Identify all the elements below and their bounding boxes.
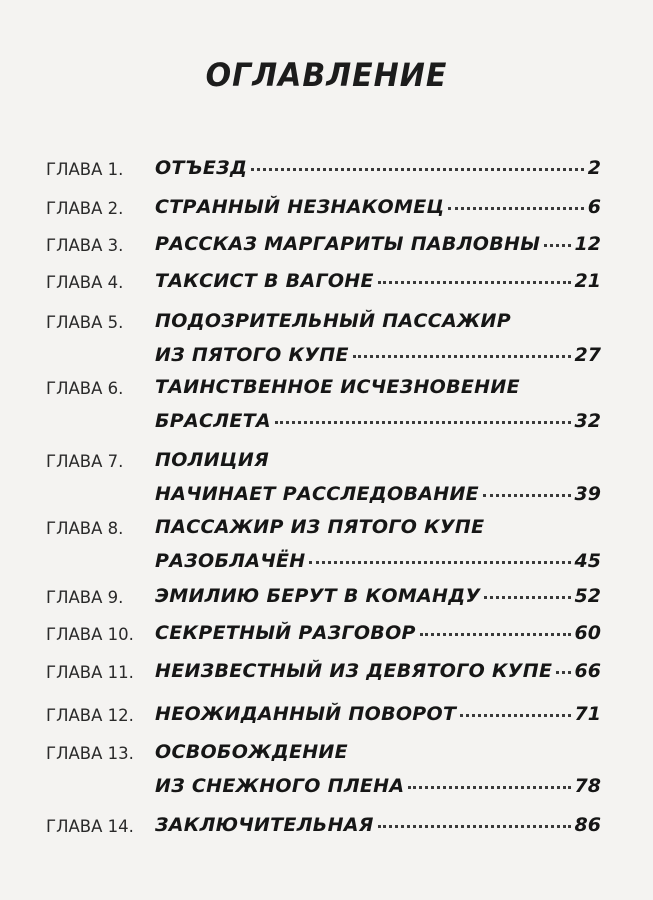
page-number: 66	[574, 660, 601, 682]
chapter-leader-row	[155, 814, 601, 836]
dot-leader	[378, 277, 571, 284]
chapter-leader-row	[155, 233, 601, 255]
chapter-label: ГЛАВА 12.	[46, 706, 134, 725]
chapter-title-line: ИЗ ПЯТОГО КУПЕ	[155, 344, 349, 366]
chapter-leader-row	[155, 585, 601, 607]
chapter-label: ГЛАВА 2.	[46, 199, 124, 218]
page-number: 2	[587, 157, 601, 179]
chapter-leader-row	[155, 344, 601, 366]
page-number: 27	[574, 344, 601, 366]
chapter-title-line: ПАССАЖИР ИЗ ПЯТОГО КУПЕ	[155, 516, 485, 538]
chapter-title-line: НЕИЗВЕСТНЫЙ ИЗ ДЕВЯТОГО КУПЕ	[155, 660, 553, 682]
dot-leader	[460, 710, 570, 717]
page-number: 6	[587, 196, 601, 218]
chapter-title-line: ОСВОБОЖДЕНИЕ	[155, 741, 348, 763]
chapter-label: ГЛАВА 3.	[46, 236, 124, 255]
chapter-leader-row	[155, 483, 601, 505]
page-title: ОГЛАВЛЕНИЕ	[205, 56, 448, 95]
chapter-title-line: БРАСЛЕТА	[155, 410, 271, 432]
chapter-leader-row	[155, 703, 601, 725]
chapter-leader-row	[155, 550, 601, 572]
chapter-label: ГЛАВА 4.	[46, 273, 124, 292]
chapter-label: ГЛАВА 7.	[46, 452, 124, 471]
dot-leader	[353, 351, 571, 358]
dot-leader	[275, 417, 571, 424]
dot-leader	[408, 782, 570, 789]
dot-leader	[448, 203, 583, 210]
chapter-label: ГЛАВА 11.	[46, 663, 134, 682]
chapter-leader-row	[155, 196, 601, 218]
chapter-title-line: НЕОЖИДАННЫЙ ПОВОРОТ	[155, 703, 457, 725]
page-number: 71	[574, 703, 601, 725]
page-number: 60	[574, 622, 601, 644]
chapter-title-line: СЕКРЕТНЫЙ РАЗГОВОР	[155, 622, 416, 644]
chapter-leader-row	[155, 622, 601, 644]
dot-leader	[556, 667, 570, 674]
chapter-leader-row	[155, 660, 601, 682]
chapter-title-line: НАЧИНАЕТ РАССЛЕДОВАНИЕ	[155, 483, 479, 505]
chapter-label: ГЛАВА 6.	[46, 379, 124, 398]
page-number: 32	[574, 410, 601, 432]
chapter-title-line: РАЗОБЛАЧЁН	[155, 550, 306, 572]
chapter-title-line: ИЗ СНЕЖНОГО ПЛЕНА	[155, 775, 405, 797]
dot-leader	[420, 629, 571, 636]
chapter-title-line: ЗАКЛЮЧИТЕЛЬНАЯ	[155, 814, 374, 836]
dot-leader	[378, 821, 571, 828]
page-number: 52	[574, 585, 601, 607]
chapter-label: ГЛАВА 1.	[46, 160, 124, 179]
chapter-title-line: РАССКАЗ МАРГАРИТЫ ПАВЛОВНЫ	[155, 233, 541, 255]
page-number: 12	[574, 233, 601, 255]
dot-leader	[309, 557, 570, 564]
chapter-title-line: ПОЛИЦИЯ	[155, 449, 269, 471]
chapter-title-line: ТАКСИСТ В ВАГОНЕ	[155, 270, 374, 292]
page-number: 21	[574, 270, 601, 292]
chapter-title-line: ТАИНСТВЕННОЕ ИСЧЕЗНОВЕНИЕ	[155, 376, 520, 398]
chapter-label: ГЛАВА 8.	[46, 519, 124, 538]
chapter-label: ГЛАВА 13.	[46, 744, 134, 763]
chapter-leader-row	[155, 157, 601, 179]
chapter-title-line: СТРАННЫЙ НЕЗНАКОМЕЦ	[155, 196, 445, 218]
dot-leader	[544, 240, 570, 247]
page-number: 39	[574, 483, 601, 505]
page-number: 86	[574, 814, 601, 836]
dot-leader	[484, 592, 570, 599]
chapter-title-line: ЭМИЛИЮ БЕРУТ В КОМАНДУ	[155, 585, 481, 607]
page-number: 78	[574, 775, 601, 797]
chapter-title-line: ОТЪЕЗД	[155, 157, 248, 179]
chapter-label: ГЛАВА 5.	[46, 313, 124, 332]
page-number: 45	[574, 550, 601, 572]
chapter-label: ГЛАВА 9.	[46, 588, 124, 607]
chapter-title-line: ПОДОЗРИТЕЛЬНЫЙ ПАССАЖИР	[155, 310, 511, 332]
dot-leader	[251, 164, 584, 171]
chapter-leader-row	[155, 775, 601, 797]
chapter-leader-row	[155, 410, 601, 432]
dot-leader	[483, 490, 571, 497]
chapter-leader-row	[155, 270, 601, 292]
chapter-label: ГЛАВА 14.	[46, 817, 134, 836]
chapter-label: ГЛАВА 10.	[46, 625, 134, 644]
